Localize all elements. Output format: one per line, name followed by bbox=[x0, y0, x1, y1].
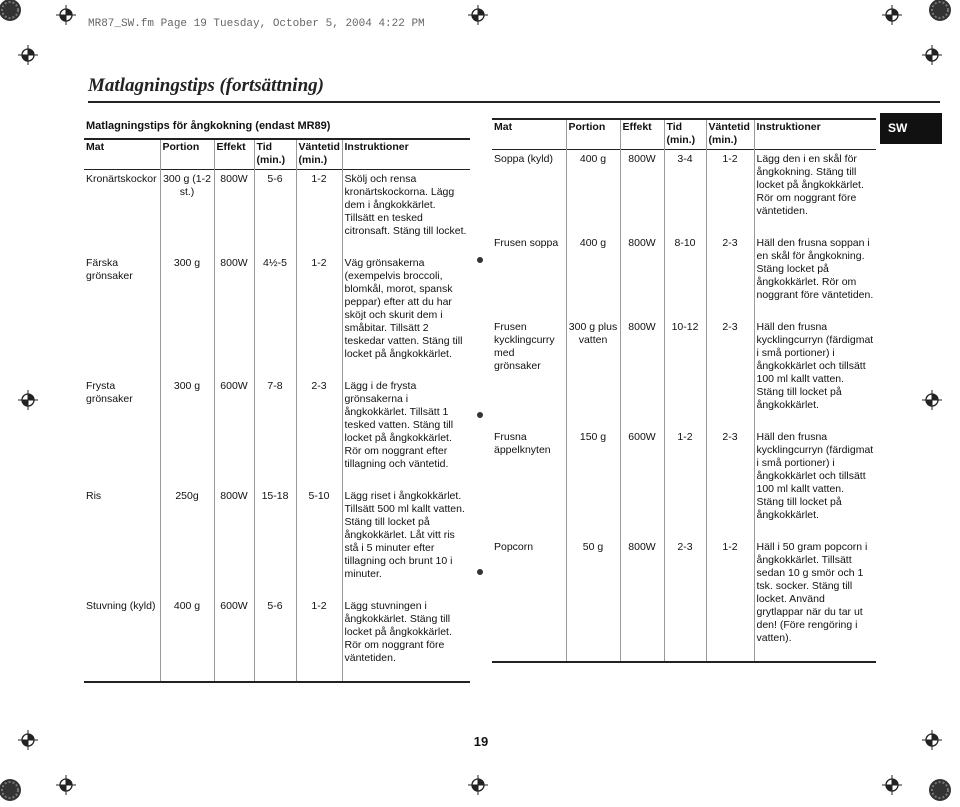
cell-instructions: Häll den frusna kycklingcurryn (färdigmat i små portioner) i ångkokkärlet och tillsätt 100 ml kallt vatten. Stäng till locket på ångkokkärlet. bbox=[756, 321, 874, 411]
cell-wait: 2-3 bbox=[296, 377, 342, 487]
cell-instructions: Häll i 50 gram popcorn i ångkokkärlet. Tillsätt sedan 10 g smör och 1 tsk. socker. Stäng till locket. Använd grytlappar när du tar ut den! (Före rengöring i vatten). bbox=[754, 538, 876, 662]
table-header-row bbox=[84, 139, 470, 170]
cell-portion: 400 g bbox=[566, 150, 620, 235]
cell-power: 600W bbox=[214, 377, 254, 487]
registration-mark-icon bbox=[882, 775, 902, 795]
cell-food: Frusna äppelknyten bbox=[492, 428, 566, 538]
page-number: 19 bbox=[473, 734, 489, 749]
table-row bbox=[492, 538, 876, 662]
page-title: Matlagningstips (fortsättning) bbox=[88, 75, 324, 96]
cell-power: 800W bbox=[620, 234, 664, 318]
registration-mark-icon bbox=[18, 45, 38, 65]
cell-portion: 250g bbox=[160, 487, 214, 597]
registration-mark-icon bbox=[468, 775, 488, 795]
cell-instructions: Lägg den i en skål för ångkokning. Stäng till locket på ångkokkärlet. Rör om noggrant före väntetiden. bbox=[756, 153, 864, 217]
cell-time: 15-18 bbox=[254, 487, 296, 597]
binding-dot-icon bbox=[477, 412, 483, 418]
cell-food: Soppa (kyld) bbox=[492, 150, 566, 235]
cell-portion: 300 g (1-2 st.) bbox=[160, 170, 214, 255]
registration-mark-icon bbox=[882, 5, 902, 25]
registration-mark-icon bbox=[56, 5, 76, 25]
cell-instructions: Häll den frusna kycklingcurryn (färdigmat i små portioner) i ångkokkärlet och tillsätt 100 ml kallt vatten. Stäng till locket på ångkokkärlet. bbox=[756, 431, 874, 521]
cell-wait: 5-10 bbox=[296, 487, 342, 597]
cell-instructions: Lägg i de frysta grönsakerna i ångkokkärlet. Tillsätt 1 tesked vatten. Stäng till locket på ångkokkärlet. Rör om noggrant efter tillagning och väntetid. bbox=[344, 380, 454, 470]
color-calibration-mark-icon bbox=[0, 778, 22, 802]
table-row bbox=[492, 428, 876, 538]
binding-dot-icon bbox=[477, 569, 483, 575]
cell-power: 800W bbox=[214, 487, 254, 597]
file-header-line: MR87_SW.fm Page 19 Tuesday, October 5, 2004 4:22 PM bbox=[88, 18, 425, 30]
col-time: Tid (min.) bbox=[254, 139, 296, 170]
cell-time: 5-6 bbox=[254, 597, 296, 682]
cell-power: 800W bbox=[620, 150, 664, 235]
cell-portion: 300 g plus vatten bbox=[566, 318, 620, 428]
cell-food: Ris bbox=[84, 487, 160, 597]
cell-power: 600W bbox=[620, 428, 664, 538]
cell-wait: 2-3 bbox=[706, 318, 754, 428]
cell-time: 2-3 bbox=[664, 538, 706, 662]
cell-time: 5-6 bbox=[254, 170, 296, 255]
section-subtitle: Matlagningstips för ångkokning (endast MR89) bbox=[86, 120, 331, 132]
cell-wait: 1-2 bbox=[296, 170, 342, 255]
cell-portion: 300 g bbox=[160, 377, 214, 487]
registration-mark-icon bbox=[56, 775, 76, 795]
cell-portion: 400 g bbox=[566, 234, 620, 318]
registration-mark-icon bbox=[18, 390, 38, 410]
col-instructions: Instruktioner bbox=[344, 141, 409, 153]
cell-food: Färska grönsaker bbox=[84, 254, 160, 377]
col-wait: Väntetid (min.) bbox=[296, 139, 342, 170]
col-portion: Portion bbox=[160, 139, 214, 170]
table-row bbox=[84, 597, 470, 682]
cell-instructions: Skölj och rensa kronärtskockorna. Lägg dem i ångkokkärlet. Tillsätt en tesked citronsaft. Stäng till locket. bbox=[344, 173, 467, 237]
col-instructions: Instruktioner bbox=[756, 121, 821, 133]
binding-dot-icon bbox=[477, 257, 483, 263]
col-power: Effekt bbox=[214, 139, 254, 170]
cell-food: Popcorn bbox=[492, 538, 566, 662]
cell-portion: 300 g bbox=[160, 254, 214, 377]
registration-mark-icon bbox=[468, 5, 488, 25]
cell-wait: 1-2 bbox=[706, 538, 754, 662]
cell-instructions: Häll den frusna soppan i en skål för ångkokning. Stäng locket på ångkokkärlet. Rör om noggrant före väntetiden. bbox=[756, 237, 874, 301]
color-calibration-mark-icon bbox=[928, 0, 952, 22]
cell-food: Frysta grönsaker bbox=[84, 377, 160, 487]
table-row bbox=[84, 170, 470, 255]
cell-wait: 2-3 bbox=[706, 428, 754, 538]
cell-power: 800W bbox=[620, 538, 664, 662]
table-row bbox=[492, 150, 876, 235]
col-portion: Portion bbox=[566, 119, 620, 150]
cell-portion: 50 g bbox=[566, 538, 620, 662]
steam-cooking-table-left bbox=[84, 138, 470, 683]
color-calibration-mark-icon bbox=[0, 0, 22, 22]
cell-food: Frusen soppa bbox=[492, 234, 566, 318]
cell-food: Kronärtskockor bbox=[84, 170, 160, 255]
cell-wait: 1-2 bbox=[296, 597, 342, 682]
cell-food: Frusen kycklingcurry med grönsaker bbox=[492, 318, 566, 428]
cell-food: Stuvning (kyld) bbox=[84, 597, 160, 682]
cell-power: 800W bbox=[214, 170, 254, 255]
steam-cooking-table-right bbox=[492, 118, 876, 663]
cell-wait: 2-3 bbox=[706, 234, 754, 318]
col-power: Effekt bbox=[620, 119, 664, 150]
cell-instructions: Väg grönsakerna (exempelvis broccoli, blomkål, morot, spansk peppar) efter att du har sköjt och skurit dem i småbitar. Tillsätt 2 teskedar vatten. Stäng till locket på ångkokkärlet. bbox=[344, 257, 463, 360]
col-time: Tid (min.) bbox=[664, 119, 706, 150]
table-row bbox=[492, 234, 876, 318]
title-rule bbox=[88, 101, 940, 103]
registration-mark-icon bbox=[18, 730, 38, 750]
table-row bbox=[84, 487, 470, 597]
cell-wait: 1-2 bbox=[706, 150, 754, 235]
cell-time: 10-12 bbox=[664, 318, 706, 428]
registration-mark-icon bbox=[922, 390, 942, 410]
cell-time: 3-4 bbox=[664, 150, 706, 235]
registration-mark-icon bbox=[922, 45, 942, 65]
cell-power: 800W bbox=[214, 254, 254, 377]
cell-time: 4½-5 bbox=[254, 254, 296, 377]
col-wait: Väntetid (min.) bbox=[706, 119, 754, 150]
color-calibration-mark-icon bbox=[928, 778, 952, 802]
cell-wait: 1-2 bbox=[296, 254, 342, 377]
registration-mark-icon bbox=[922, 730, 942, 750]
col-food: Mat bbox=[84, 139, 160, 170]
cell-portion: 400 g bbox=[160, 597, 214, 682]
cell-power: 600W bbox=[214, 597, 254, 682]
cell-instructions: Lägg stuvningen i ångkokkärlet. Stäng till locket på ångkokkärlet. Rör om noggrant före väntetiden. bbox=[342, 597, 470, 682]
cell-time: 7-8 bbox=[254, 377, 296, 487]
table-header-row bbox=[492, 119, 876, 150]
cell-time: 8-10 bbox=[664, 234, 706, 318]
language-tab: SW bbox=[880, 113, 942, 144]
cell-instructions: Lägg riset i ångkokkärlet. Tillsätt 500 ml kallt vatten. Stäng till locket på ångkokkärlet. Låt vitt ris stå i 5 minuter efter tillagning och brunt 10 i minuter. bbox=[344, 490, 465, 580]
table-row bbox=[492, 318, 876, 428]
table-row bbox=[84, 377, 470, 487]
col-food: Mat bbox=[492, 119, 566, 150]
cell-portion: 150 g bbox=[566, 428, 620, 538]
table-row bbox=[84, 254, 470, 377]
cell-time: 1-2 bbox=[664, 428, 706, 538]
cell-power: 800W bbox=[620, 318, 664, 428]
